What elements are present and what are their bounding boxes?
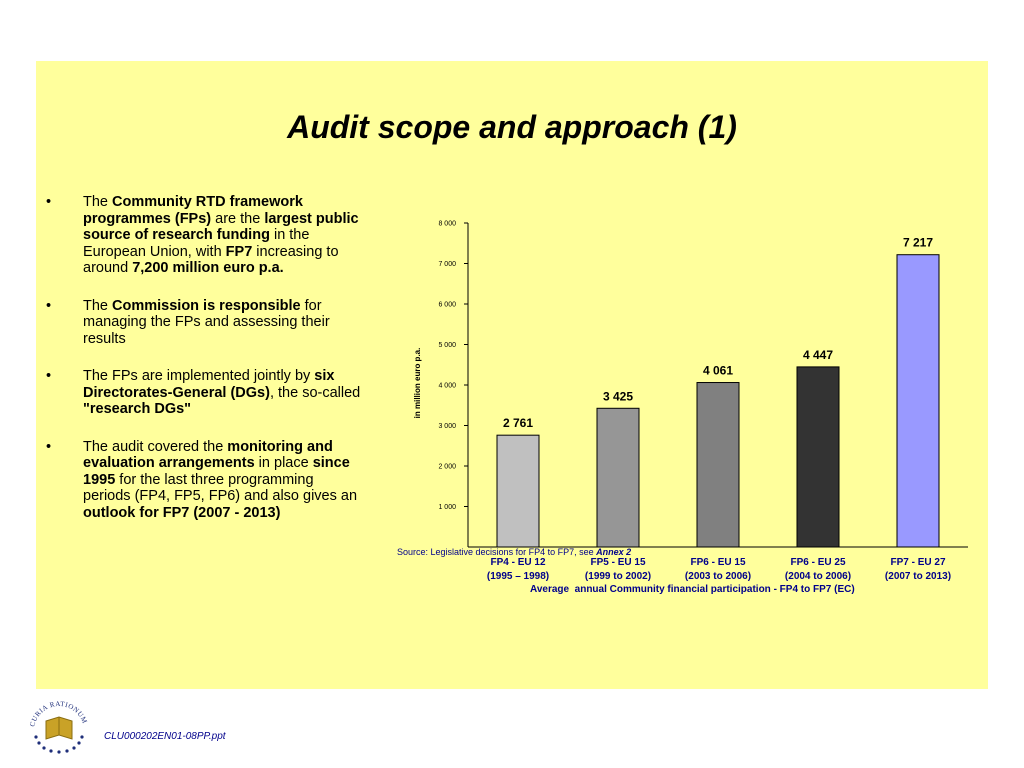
y-axis-title: in million euro p.a. (413, 347, 422, 419)
x-category-label: (2003 to 2006) (684, 571, 752, 582)
bullet-item (44, 298, 364, 348)
bullet-text: increasing to around (83, 243, 339, 276)
x-category-label: FP6 - EU 25 (790, 557, 846, 568)
x-category-label: (2007 to 2013) (884, 571, 952, 582)
x-category-label: FP6 - EU 15 (690, 557, 746, 568)
bar (697, 383, 739, 547)
y-tick-label: 3 000 (438, 423, 456, 430)
bullet-dot: • (46, 438, 52, 455)
bar (497, 435, 539, 547)
x-category-label: (1999 to 2002) (584, 571, 652, 582)
y-tick-label: 6 000 (438, 301, 456, 309)
bullet-text: The (83, 297, 113, 314)
y-tick-label: 5 000 (438, 342, 456, 349)
x-category-label: FP4 - EU 12 (490, 557, 546, 568)
bullet-text: are the (211, 210, 265, 227)
annex-reference: Annex 2 (596, 547, 632, 557)
bullet-list (44, 194, 364, 542)
bullet-bold-text: 7,200 million euro p.a. (132, 260, 284, 276)
bar-value-label: 3 425 (602, 389, 634, 404)
bullet-bold-text: six Directorates-General (DGs) (83, 368, 335, 401)
court-logo-icon (26, 695, 92, 755)
bullet-dot: • (46, 297, 52, 314)
bullet-text: in place (254, 455, 313, 471)
bullet-text: The FPs are implemented jointly by (83, 368, 315, 384)
bullet-dot: • (46, 194, 52, 210)
bullet-text: The (83, 194, 113, 210)
bar-value-label: 2 761 (502, 416, 534, 431)
bullet-bold-text: largest public source of research funding (83, 210, 359, 243)
slide-background (36, 61, 988, 689)
bullet-text: , the so-called (269, 384, 361, 401)
logo-text: CURIA RATIONUM (28, 699, 89, 728)
source-note: Source: Legislative decisions for FP4 to FP7, see Annex 2 (397, 547, 632, 557)
bullet-bold-text: Commission is responsible (112, 297, 301, 314)
bullet-bold-text: since 1995 (83, 455, 350, 488)
x-category-label: (1995 – 1998) (486, 571, 550, 582)
y-tick-label: 2 000 (438, 463, 456, 471)
x-category-label: (2004 to 2006) (784, 571, 852, 582)
bullet-bold-text: "research DGs" (83, 401, 192, 417)
y-tick-label: 8 000 (438, 220, 456, 228)
bullet-item (44, 439, 364, 522)
bar-value-label: 4 061 (702, 363, 734, 378)
bullet-text: The audit covered the (83, 438, 228, 455)
bullet-item (44, 368, 364, 418)
footer-filename: CLU000202EN01-08PP.ppt (104, 731, 226, 742)
bullet-dot: • (46, 368, 52, 384)
y-tick-label: 4 000 (438, 382, 456, 390)
bullet-text: for managing the FPs and assessing their results (83, 297, 330, 347)
y-tick-label: 1 000 (438, 504, 456, 511)
bar (597, 408, 639, 547)
bar (797, 367, 839, 547)
bullet-text: for the last three programming periods (FP4, FP5, FP6) and also gives an (83, 471, 358, 504)
bullet-bold-text: Community RTD framework programmes (FPs) (83, 194, 303, 227)
x-category-label: FP7 - EU 27 (890, 557, 946, 568)
bullet-bold-text: monitoring and evaluation arrangements (83, 438, 333, 471)
chart-caption: Average annual Community financial participation - FP4 to FP7 (EC) (530, 584, 855, 595)
bar (897, 255, 939, 547)
bullet-text: in the European Union, with (83, 227, 310, 260)
slide-title: Audit scope and approach (1) (287, 109, 737, 145)
bar-value-label: 4 447 (802, 347, 834, 362)
y-tick-label: 7 000 (438, 261, 456, 268)
x-category-label: FP5 - EU 15 (590, 557, 646, 568)
bullet-item (44, 194, 364, 277)
bullet-bold-text: outlook for FP7 (2007 - 2013) (83, 504, 281, 521)
bullet-bold-text: FP7 (225, 243, 253, 260)
bar-value-label: 7 217 (902, 235, 934, 250)
